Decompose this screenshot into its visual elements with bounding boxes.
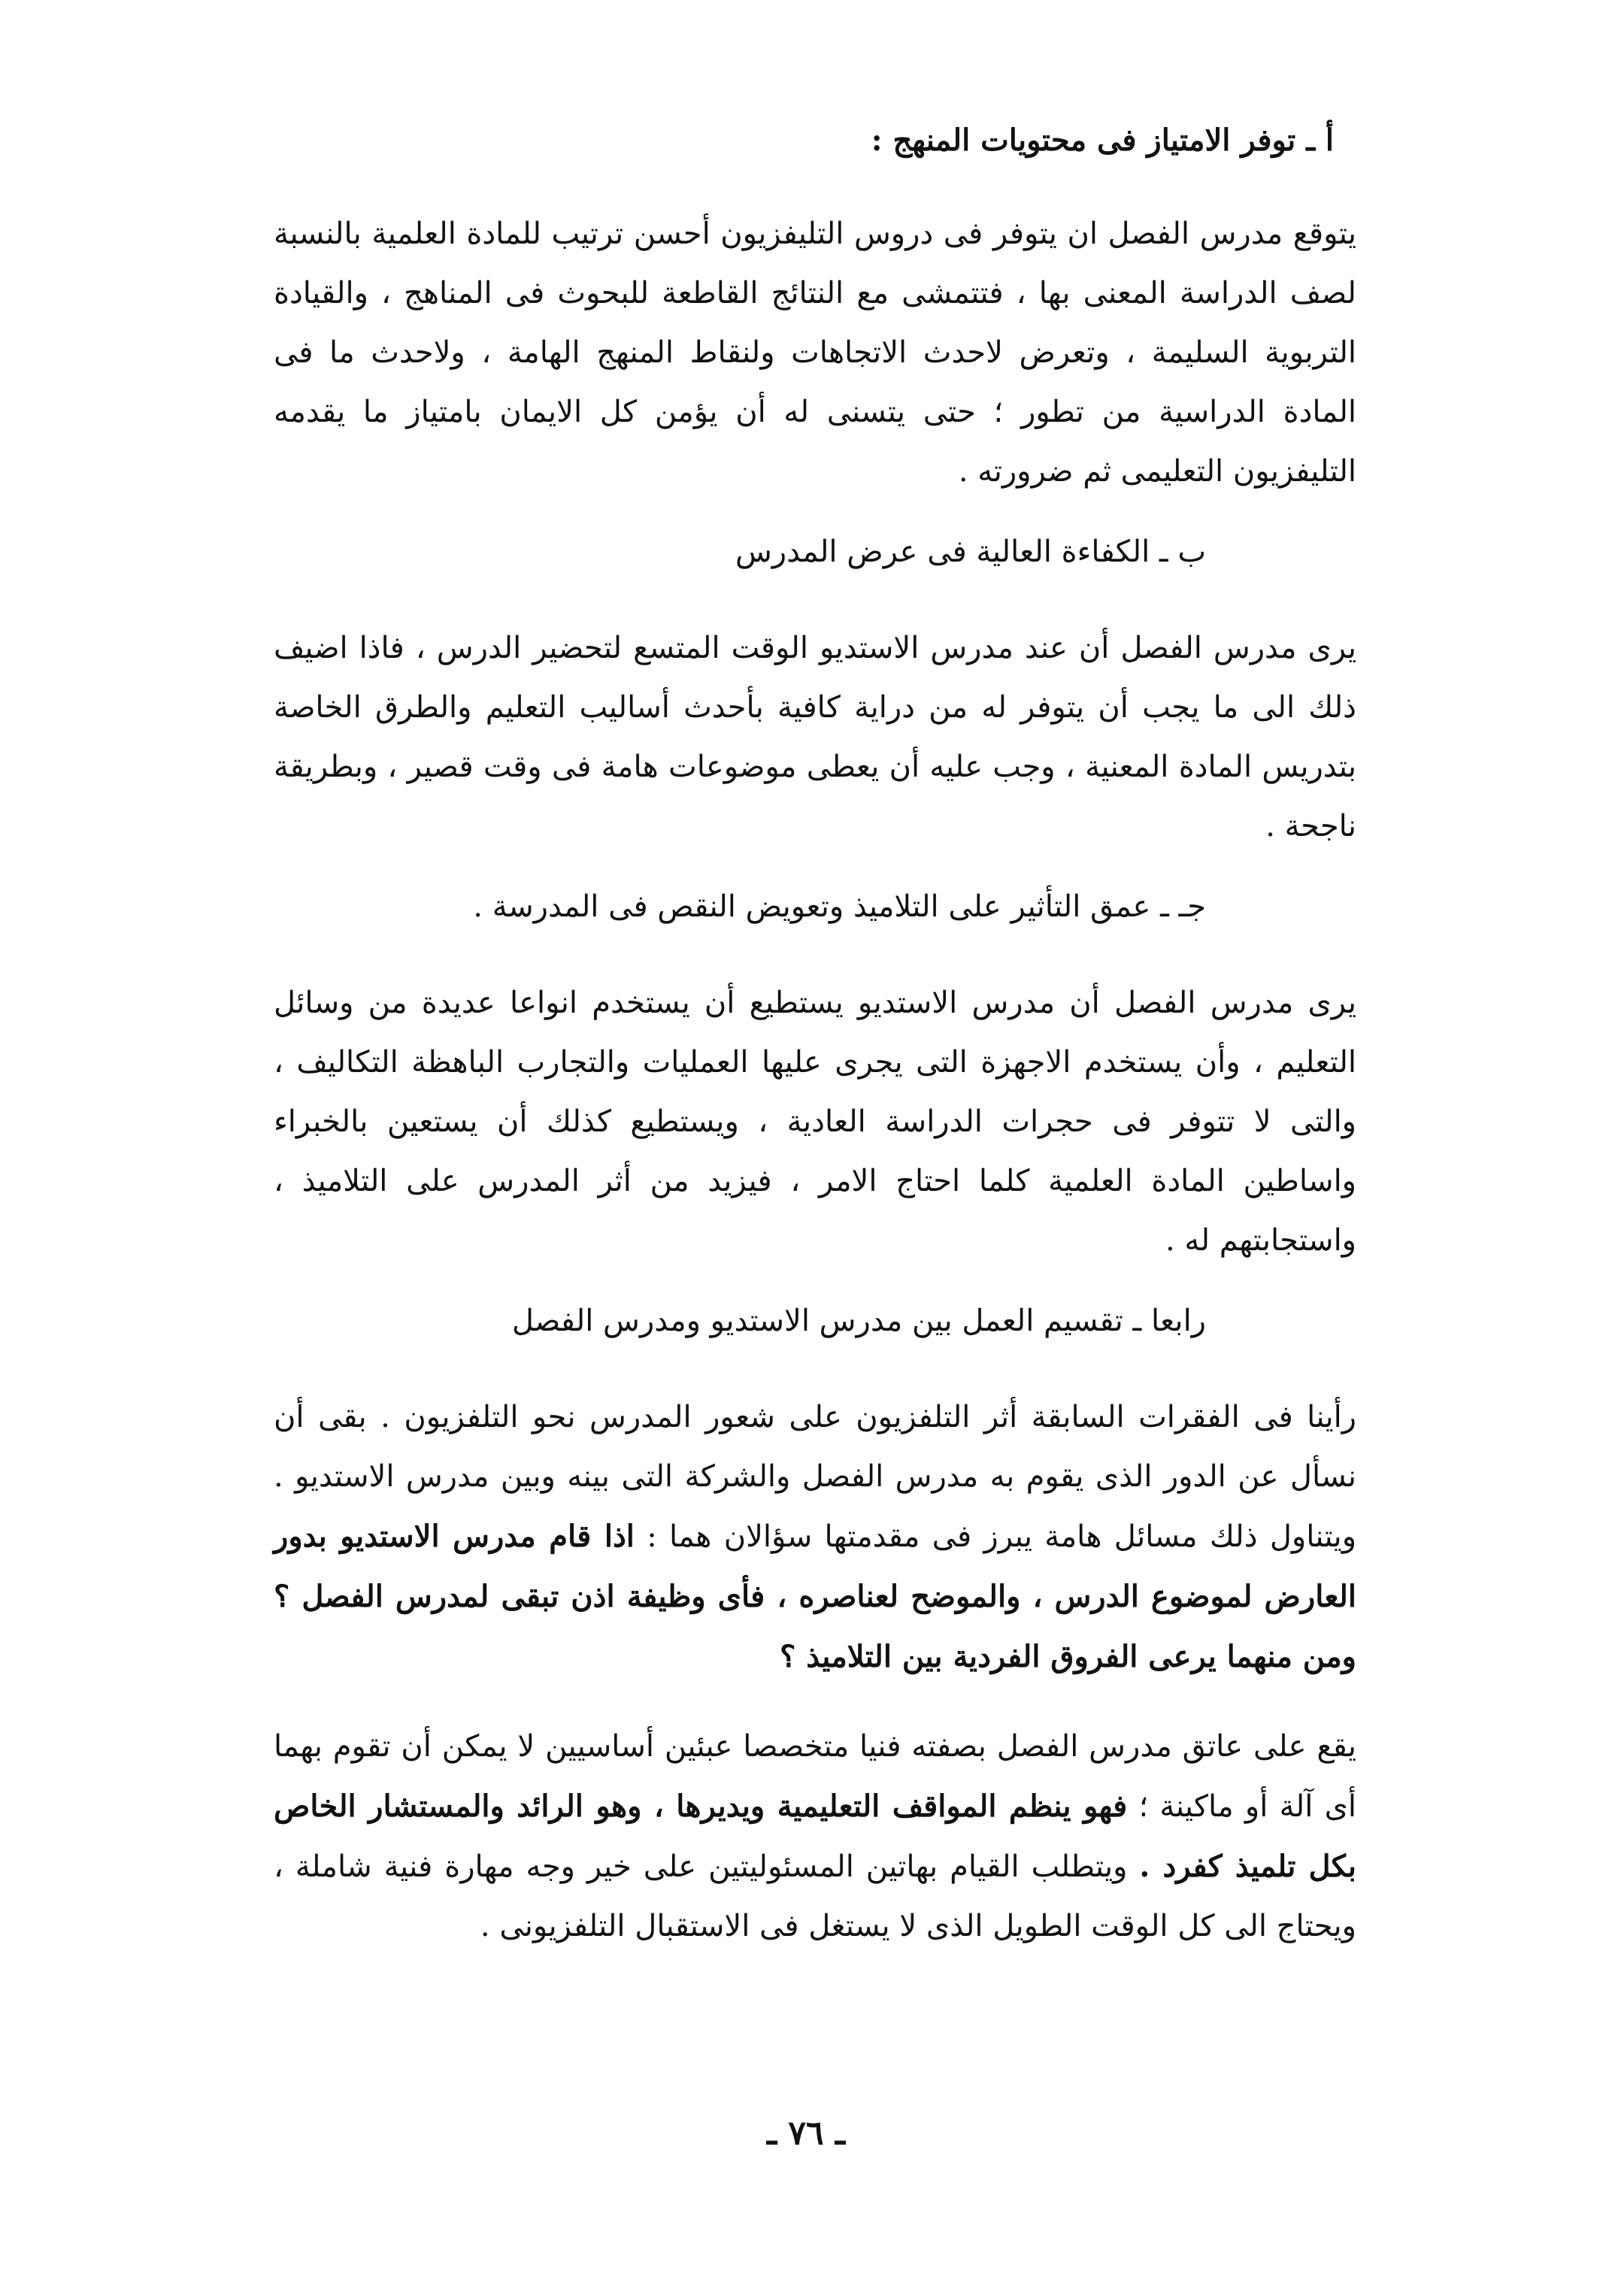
section-4-questions: اذا قام مدرس الاستديو بدور العارض لموضوع الدرس ، والموضح لعناصره ، فأى وظيفة اذن تبقى لمدرس الفصل ؟ ومن منهما يرعى الفروق الفردية بين التلاميذ ؟ [274, 1519, 1357, 1674]
section-paragraph-a: يتوقع مدرس الفصل ان يتوفر فى دروس التليفزيون أحسن ترتيب للمادة العلمية بالنسبة لصف الدراسة المعنى بها ، فتتمشى مع النتائج القاطعة للبحوث فى المناهج ، والقيادة التربوية السليمة ، وتعرض لاحدث الاتجاهات ولنقاط المنهج الهامة ، ولاحدث ما فى المادة الدراسية من تطور ؛ حتى يتسنى له أن يؤمن كل الايمان بامتياز ما يقدمه التليفزيون التعليمى ثم ضرورته . [274, 217, 1356, 489]
text-column [274, 120, 1356, 1986]
section-heading-b: ب ـ الكفاءة العالية فى عرض المدرس [735, 535, 1206, 569]
section-heading-a: أ ـ توفر الامتياز فى محتويات المنهج : [871, 123, 1334, 158]
closing-paragraph [274, 1717, 1356, 1956]
section-heading-4: رابعا ـ تقسيم العمل بين مدرس الاستديو ومدرس الفصل [511, 1304, 1206, 1338]
closing-text-2: ويتطلب القيام بهاتين المسئوليتين على خير وجه مهارة فنية شاملة ، ويحتاج الى كل الوقت الطويل الذى لا يستغل فى الاستقبال التلفزيونى . [274, 1849, 1356, 1943]
closing-bold-text: فهو ينظم المواقف التعليمية ويديرها ، وهو الرائد والمستشار الخاص بكل تلميذ كفرد . [274, 1789, 1356, 1884]
section-heading-c: جـ ـ عمق التأثير على التلاميذ وتعويض النقص فى المدرسة . [473, 889, 1206, 924]
section-paragraph-4 [274, 1388, 1356, 1687]
page-number: ـ ٧٦ ـ [767, 2114, 845, 2152]
section-4-text: رأينا فى الفقرات السابقة أثر التلفزيون على شعور المدرس نحو التلفزيون . بقى أن نسأل عن الدور الذى يقوم به مدرس الفصل والشركة التى بينه وبين مدرس الاستديو . ويتناول ذلك مسائل هامة يبرز فى مقدمتها سؤالان هما : [274, 1400, 1357, 1554]
section-paragraph-b: يرى مدرس الفصل أن عند مدرس الاستديو الوقت المتسع لتحضير الدرس ، فاذا اضيف ذلك الى ما يجب أن يتوفر له من دراية كافية بأحدث أساليب التعليم والطرق الخاصة بتدريس المادة المعنية ، وجب عليه أن يعطى موضوعات هامة فى وقت قصير ، وبطريقة ناجحة . [274, 631, 1357, 844]
section-paragraph-c: يرى مدرس الفصل أن مدرس الاستديو يستطيع أن يستخدم انواعا عديدة من وسائل التعليم ، وأن يستخدم الاجهزة التى يجرى عليها العمليات والتجارب الباهظة التكاليف ، والتى لا تتوفر فى حجرات الدراسة العادية ، ويستطيع كذلك أن يستعين بالخبراء واساطين المادة العلمية كلما احتاج الامر ، فيزيد من أثر المدرس على التلاميذ ، واستجابتهم له . [274, 986, 1356, 1258]
closing-text-1: يقع على عاتق مدرس الفصل بصفته فنيا متخصصا عبئين أساسيين لا يمكن أن تقوم بهما أى آلة أو ماكينة ؛ [274, 1729, 1356, 1824]
